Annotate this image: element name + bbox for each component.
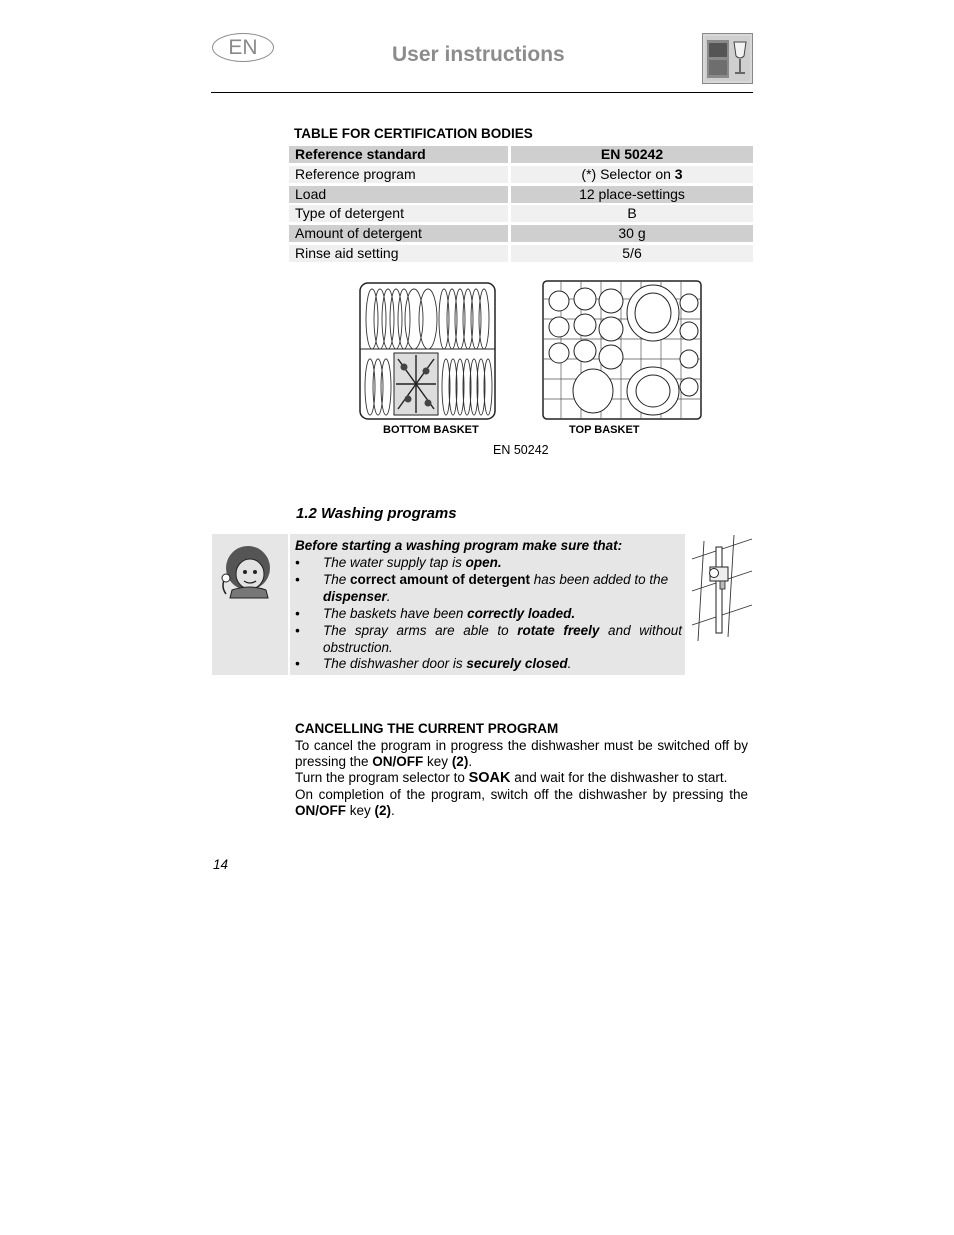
list-item <box>323 572 682 605</box>
paragraph-text: On completion of the program, switch off the dishwasher by pressing the <box>295 787 748 802</box>
paragraph-text: To cancel the program in progress the dishwasher must be switched off by pressing the <box>295 738 748 770</box>
value-text: (*) Selector on <box>581 165 675 182</box>
certification-heading: TABLE FOR CERTIFICATION BODIES <box>294 126 533 141</box>
bullet-marker: • <box>295 572 300 587</box>
table-cell-label: Rinse aid setting <box>289 245 508 262</box>
paragraph-text: key <box>346 803 375 819</box>
table-cell-label: Type of detergent <box>289 205 508 222</box>
key-number: (2) <box>374 803 392 819</box>
list-item-emphasis: dispenser <box>323 588 387 604</box>
language-badge: EN <box>212 33 274 62</box>
list-item <box>323 623 682 656</box>
list-item-emphasis: open. <box>465 555 502 570</box>
list-item-text: has been added to the <box>530 572 669 587</box>
table-row <box>289 205 753 222</box>
table-cell-value <box>511 166 753 183</box>
bullet-marker: • <box>295 623 300 638</box>
table-header-value: EN 50242 <box>511 146 753 163</box>
top-basket-caption: TOP BASKET <box>569 424 640 436</box>
list-item-text: obstruction. <box>323 639 393 655</box>
table-cell-value: B <box>511 205 753 222</box>
checklist-heading: Before starting a washing program make sure that: <box>295 538 623 553</box>
table-cell-value: 5/6 <box>511 245 753 262</box>
table-header-row <box>289 146 753 163</box>
page-number: 14 <box>213 857 229 872</box>
warning-icon-panel <box>212 534 288 675</box>
list-item-text: and without <box>599 623 682 638</box>
water-tap-icon <box>690 533 754 643</box>
cancel-heading: CANCELLING THE CURRENT PROGRAM <box>295 721 559 736</box>
list-item-text: . <box>567 656 572 671</box>
dishwasher-glass-icon <box>702 33 753 84</box>
program-name: SOAK <box>468 770 511 786</box>
list-item-emphasis: securely closed <box>466 656 568 671</box>
paragraph-text: Turn the program selector to <box>295 770 469 785</box>
paragraph-text: key <box>423 754 452 770</box>
list-item-emphasis: rotate freely <box>517 623 600 638</box>
list-item-line <box>323 623 682 640</box>
table-row <box>289 166 753 183</box>
page-title: User instructions <box>392 43 565 66</box>
bullet-marker: • <box>295 555 300 570</box>
list-item-text: The spray arms are able to <box>323 623 518 638</box>
list-item <box>323 606 682 623</box>
bottom-basket-illustration <box>358 279 498 423</box>
paragraph-text: . <box>391 803 395 819</box>
cancel-paragraph-2 <box>295 770 748 786</box>
certification-table <box>289 146 753 265</box>
list-item-emphasis: correctly loaded. <box>467 606 576 621</box>
table-cell-label: Amount of detergent <box>289 225 508 242</box>
list-item-emphasis: correct amount of detergent <box>350 572 531 587</box>
list-item <box>323 656 682 673</box>
section-title: 1.2 Washing programs <box>296 505 457 522</box>
paragraph-text: and wait for the dishwasher to start. <box>510 770 728 785</box>
list-item-text: . <box>386 588 391 604</box>
bullet-marker: • <box>295 656 300 671</box>
figure-standard-label: EN 50242 <box>493 443 549 457</box>
bullet-marker: • <box>295 606 300 621</box>
list-item-text: The baskets have been <box>323 606 468 621</box>
table-cell-value: 12 place-settings <box>511 186 753 203</box>
top-basket-illustration <box>541 279 703 423</box>
selector-number: 3 <box>674 165 683 182</box>
list-item-text: The dishwasher door is <box>323 656 467 671</box>
key-name: ON/OFF <box>295 803 346 819</box>
technician-cartoon-icon <box>212 534 288 675</box>
table-row <box>289 245 753 262</box>
table-cell-label: Reference program <box>289 166 508 183</box>
list-item <box>323 555 682 572</box>
cancel-paragraph-3 <box>295 787 748 820</box>
table-cell-label: Load <box>289 186 508 203</box>
cancel-paragraph-1 <box>295 738 748 771</box>
bottom-basket-caption: BOTTOM BASKET <box>383 424 479 436</box>
table-header-label: Reference standard <box>289 146 508 163</box>
list-item-text: The <box>323 572 351 587</box>
header-divider <box>211 92 753 93</box>
table-row <box>289 225 753 242</box>
paragraph-text: . <box>468 754 473 770</box>
key-number: (2) <box>451 754 469 770</box>
table-row <box>289 186 753 203</box>
table-cell-value: 30 g <box>511 225 753 242</box>
key-name: ON/OFF <box>372 754 424 770</box>
list-item-text: The water supply tap is <box>323 555 466 570</box>
